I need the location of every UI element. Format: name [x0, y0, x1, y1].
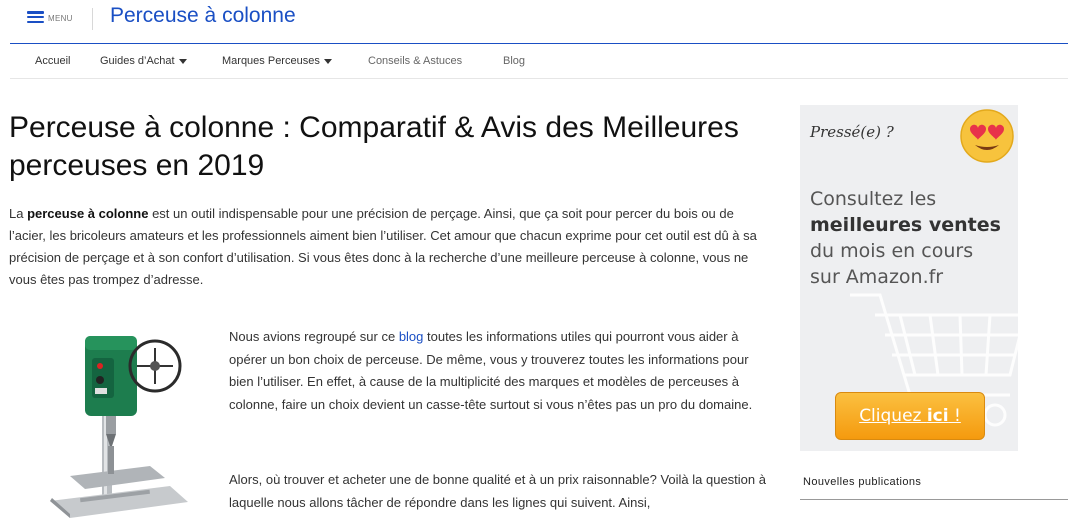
- page-title: Perceuse à colonne : Comparatif & Avis des Meilleures perceuses en 2019: [9, 111, 739, 182]
- caret-down-icon: [324, 59, 332, 64]
- site-title-link[interactable]: Perceuse à colonne: [110, 4, 296, 27]
- ad-body-text: [810, 186, 1015, 290]
- ad-headline: Pressé(e) ?: [810, 123, 894, 141]
- intro-prefix: La: [9, 206, 28, 221]
- intro-rest: est un outil indispensable pour une précision de perçage. Ainsi, que ça soit pour percer du bois ou de l’acier, les bricoleurs amateurs et les professionnels aiment bien l’utiliser. Cet amour que chacun exprime pour cet outil est dû à sa précision de perçage et à son confort d’utilisation. Si vous êtes donc à la recherche d’une meilleure perceuse à colonne, vous ne vous êtes pas trompez d’adresse.: [9, 206, 757, 287]
- drill-press-image: [40, 326, 190, 518]
- amazon-promo-banner[interactable]: [800, 105, 1018, 451]
- hamburger-icon: [27, 11, 44, 23]
- nav-divider: [10, 78, 1068, 79]
- top-header: [0, 0, 1068, 44]
- nav-item-label: Guides d’Achat: [100, 55, 175, 67]
- nav-item-blog[interactable]: [503, 55, 525, 67]
- nav-item-label: Conseils & Astuces: [368, 55, 463, 67]
- ad-line: sur Amazon.fr: [810, 266, 944, 288]
- ad-line: Consultez les: [810, 188, 937, 210]
- cliquez-ici-button[interactable]: [835, 392, 985, 440]
- caret-down-icon: [179, 59, 187, 64]
- nav-item-label: Accueil: [35, 55, 71, 67]
- ad-line: du mois en cours: [810, 240, 974, 262]
- ad-line-bold: meilleures ventes: [810, 214, 1001, 236]
- nav-item-label: Marques Perceuses: [222, 55, 320, 67]
- nav-item-label: Blog: [503, 55, 526, 67]
- nav-item-marques-perceuses[interactable]: [222, 55, 332, 67]
- recent-posts-title: Nouvelles publications: [803, 476, 922, 488]
- para2-rest: toutes les informations utiles qui pourront vous aider à opérer un bon choix de perceuse. De même, vous y trouverez toutes les informations pour bien l’utiliser. En effet, à cause de la multiplicité des marques et modèles de perceuses à colonne, faire un choix devient un casse-tête surtout si vous n’êtes pas un pro du domaine.: [229, 329, 753, 412]
- para2-prefix: Nous avions regroupé sur ce: [229, 329, 399, 344]
- blog-link[interactable]: blog: [398, 329, 424, 344]
- content-paragraph: Alors, où trouver et acheter une de bonne qualité et à un prix raisonnable? Voilà la question à laquelle nous allons tâcher de répondre dans les lignes qui suivent. Ainsi,: [229, 472, 766, 510]
- intro-keyword: perceuse à colonne: [27, 206, 149, 221]
- nav-item-conseils-astuces[interactable]: [368, 55, 462, 67]
- menu-label: MENU: [48, 13, 73, 23]
- main-nav: [0, 55, 1068, 71]
- intro-paragraph: [9, 203, 771, 291]
- nav-item-guides-achat[interactable]: [100, 55, 187, 67]
- content-paragraph: [229, 326, 774, 416]
- recent-posts-divider: [800, 499, 1068, 500]
- heart-eyes-emoji-icon: [960, 109, 1014, 163]
- nav-item-accueil[interactable]: [35, 55, 70, 67]
- header-underline: [10, 43, 1068, 44]
- cta-label: Cliquez ici !: [859, 406, 961, 426]
- header-divider: [92, 8, 93, 30]
- menu-button[interactable]: [27, 11, 73, 23]
